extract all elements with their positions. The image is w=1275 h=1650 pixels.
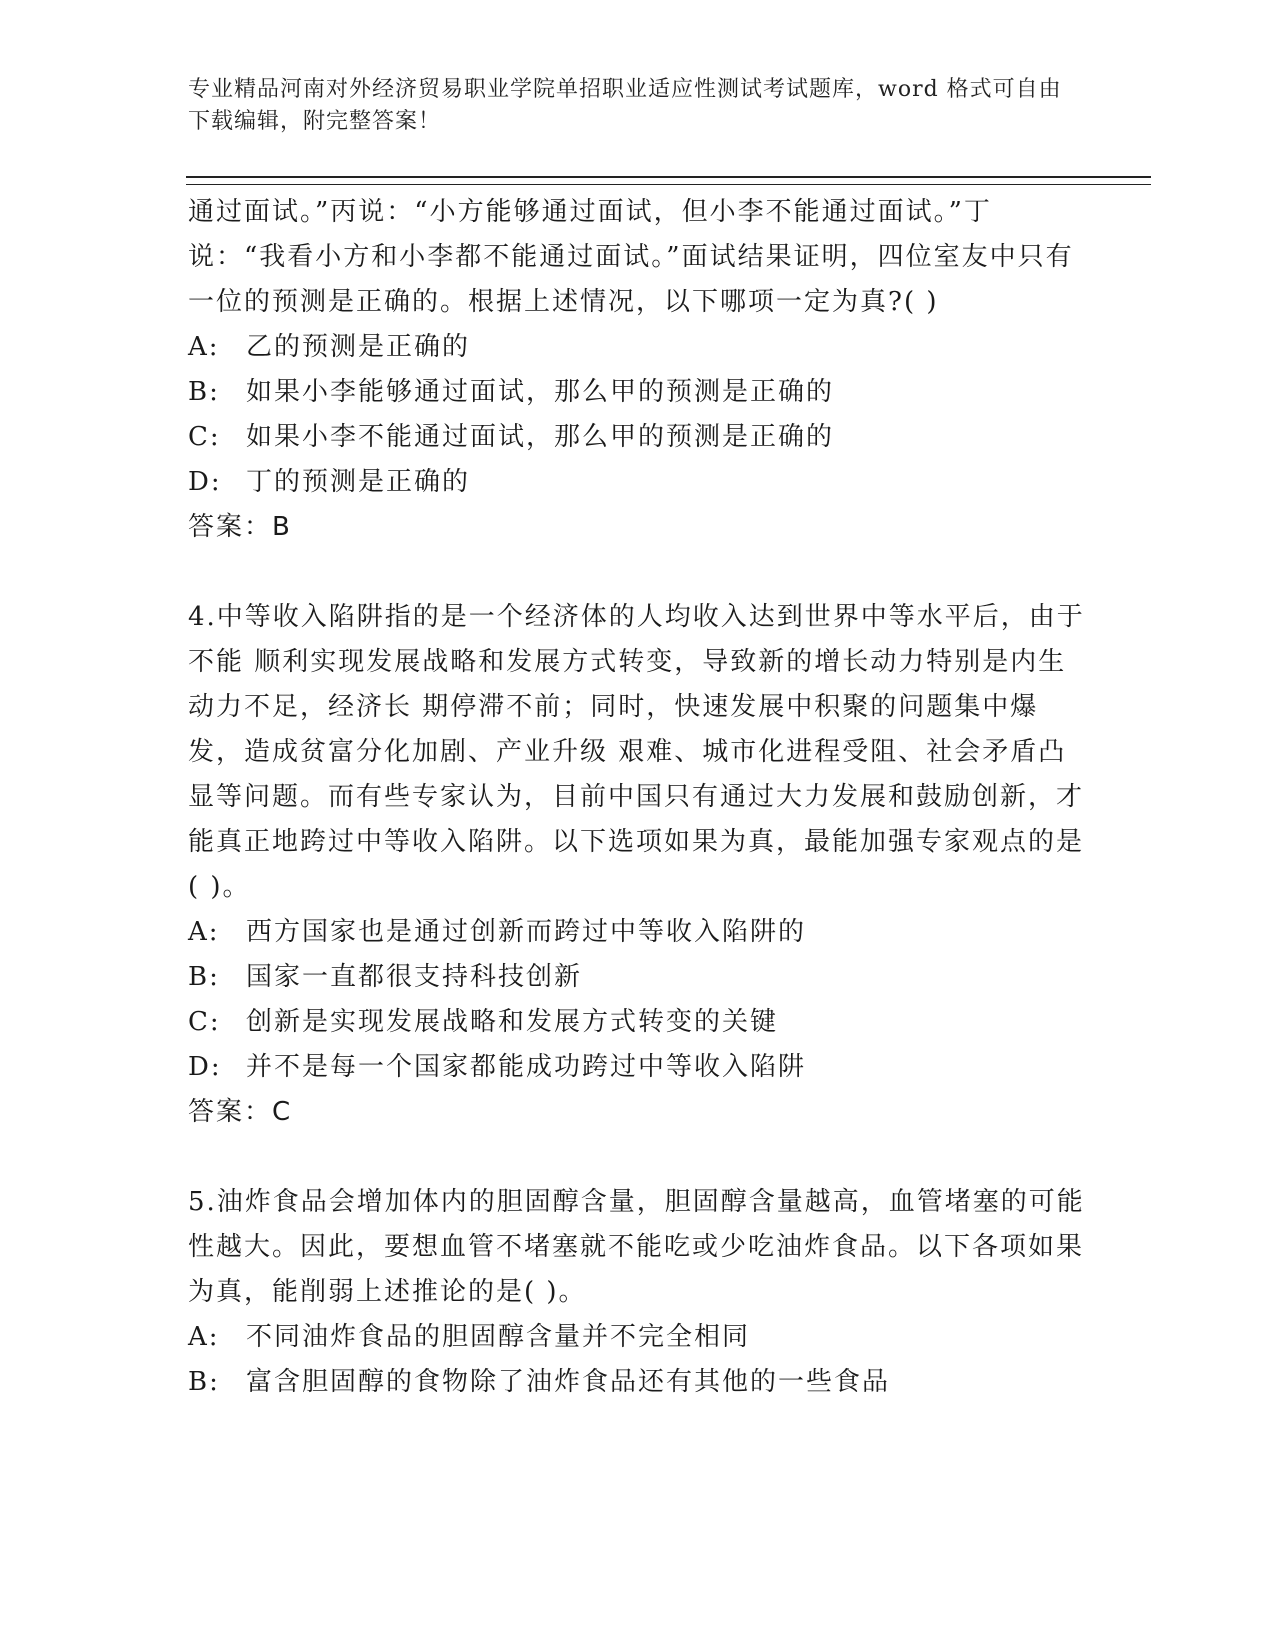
option-text: 如果小李能够通过面试，那么甲的预测是正确的 <box>246 377 835 407</box>
option-letter: A: <box>188 917 220 947</box>
question-3 <box>188 190 1088 550</box>
header-divider <box>186 176 1151 185</box>
option-text: 西方国家也是通过创新而跨过中等收入陷阱的 <box>246 917 807 947</box>
option-text: 如果小李不能通过面试，那么甲的预测是正确的 <box>246 422 835 452</box>
option-text: 创新是实现发展战略和发展方式转变的关键 <box>246 1007 779 1037</box>
option-letter: C: <box>188 422 221 452</box>
question-4-option-b <box>188 955 1088 1000</box>
question-4-option-a <box>188 910 1088 955</box>
question-5 <box>188 1180 1088 1405</box>
question-3-answer: 答案：B <box>188 512 292 542</box>
question-4-answer: 答案：C <box>188 1097 293 1127</box>
option-text: 并不是每一个国家都能成功跨过中等收入陷阱 <box>246 1052 807 1082</box>
question-5-stem: 5.油炸食品会增加体内的胆固醇含量，胆固醇含量越高，血管堵塞的可能性越大。因此，要想血管不堵塞就不能吃或少吃油炸食品。以下各项如果为真，能削弱上述推论的是( )。 <box>188 1187 1085 1307</box>
question-4-option-d <box>188 1045 1088 1090</box>
question-5-option-a <box>188 1315 1088 1360</box>
option-text: 乙的预测是正确的 <box>246 332 471 362</box>
question-3-option-d <box>188 460 1088 505</box>
option-letter: A: <box>188 1322 220 1352</box>
question-4-stem: 4.中等收入陷阱指的是一个经济体的人均收入达到世界中等水平后，由于不能 顺利实现发展战略和发展方式转变，导致新的增长动力特别是内生动力不足，经济长 期停滞不前；同时，快速发展中积聚的问题集中爆发，造成贫富分化加剧、产业升级 艰难、城市化进程受阻、社会矛盾凸显等问题。而有些专家认为，目前中国只有通过大力发展和鼓励创新，才能真正地跨过中等收入陷阱。以下选项如果为真，最能加强专家观点的是( )。 <box>188 602 1085 902</box>
question-3-option-a <box>188 325 1088 370</box>
option-letter: D: <box>188 1052 222 1082</box>
page-header: 专业精品河南对外经济贸易职业学院单招职业适应性测试考试题库，word 格式可自由下载编辑，附完整答案！ <box>188 77 1062 134</box>
option-text: 国家一直都很支持科技创新 <box>246 962 583 992</box>
option-letter: B: <box>188 962 220 992</box>
option-text: 不同油炸食品的胆固醇含量并不完全相同 <box>246 1322 751 1352</box>
question-5-option-b <box>188 1360 1088 1405</box>
question-3-option-b <box>188 370 1088 415</box>
spacer <box>188 550 1088 595</box>
option-letter: D: <box>188 467 222 497</box>
spacer <box>188 1135 1088 1180</box>
question-4-option-c <box>188 1000 1088 1045</box>
option-letter: A: <box>188 332 220 362</box>
option-letter: B: <box>188 1367 220 1397</box>
option-text: 富含胆固醇的食物除了油炸食品还有其他的一些食品 <box>246 1367 891 1397</box>
option-text: 丁的预测是正确的 <box>246 467 471 497</box>
question-4 <box>188 595 1088 1135</box>
document-body <box>188 190 1088 1405</box>
option-letter: B: <box>188 377 220 407</box>
option-letter: C: <box>188 1007 221 1037</box>
question-3-option-c <box>188 415 1088 460</box>
question-3-continuation: 通过面试。”丙说：“小方能够通过面试，但小李不能通过面试。”丁说：“我看小方和小李都不能通过面试。”面试结果证明，四位室友中只有一位的预测是正确的。根据上述情况，以下哪项一定为真?( ) <box>188 197 1074 317</box>
